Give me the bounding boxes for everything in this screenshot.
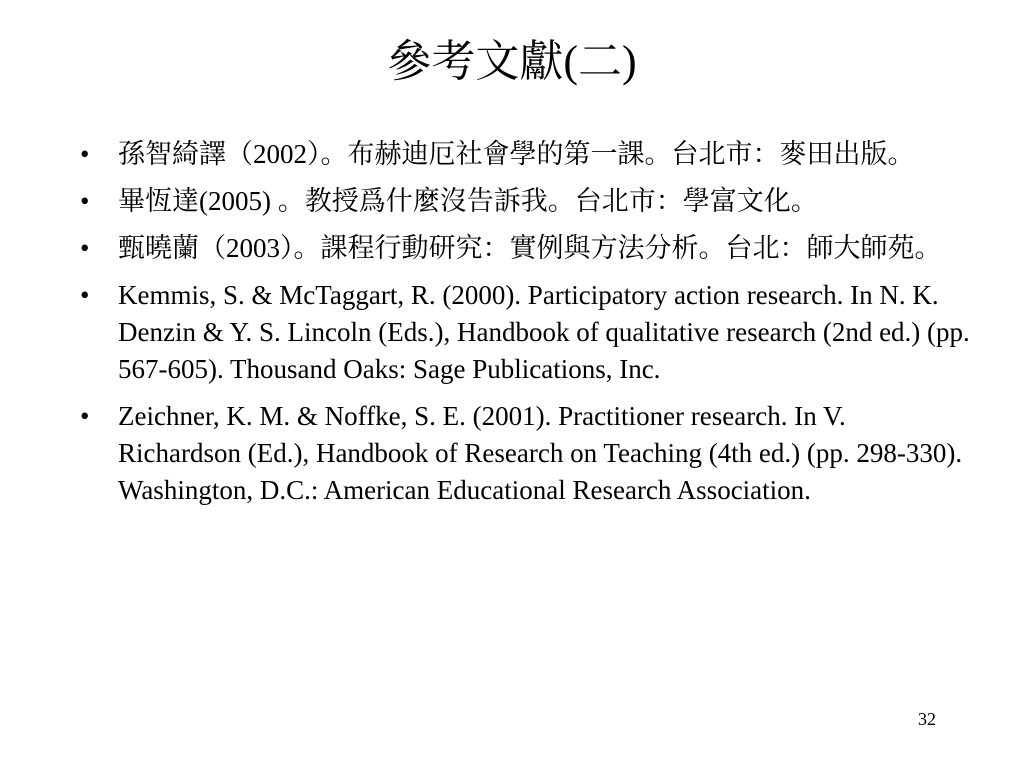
reference-list — [80, 136, 970, 519]
bullet-icon: • — [80, 233, 90, 263]
page-number: 32 — [918, 709, 936, 729]
reference-item — [80, 398, 970, 509]
reference-text: 甄曉蘭（2003）。課程行動研究：實例與方法分析。台北：師大師苑。 — [118, 233, 942, 263]
bullet-icon: • — [80, 401, 90, 431]
reference-text: 畢恆達(2005) 。教授爲什麼沒告訴我。台北市：學富文化。 — [118, 186, 818, 216]
bullet-icon: • — [80, 280, 90, 310]
reference-item — [80, 136, 970, 173]
slide-title: 參考文獻(二) — [387, 37, 637, 86]
bullet-icon: • — [80, 139, 90, 169]
reference-item — [80, 277, 970, 388]
reference-text: Zeichner, K. M. & Noffke, S. E. (2001). Practitioner research. In V. Richardson (Ed.), Handbook of Research on Teaching (4th ed.) (pp. 298-330). Washington, D.C.: American Educational Research Association. — [118, 401, 963, 505]
reference-item — [80, 230, 970, 267]
reference-item — [80, 183, 970, 220]
reference-text: Kemmis, S. & McTaggart, R. (2000). Participatory action research. In N. K. Denzin & Y. S. Lincoln (Eds.), Handbook of qualitative research (2nd ed.) (pp. 567-605). Thousand Oaks: Sage Publications, Inc. — [118, 280, 970, 384]
bullet-icon: • — [80, 186, 90, 216]
reference-text: 孫智綺譯（2002）。布赫迪厄社會學的第一課。台北市：麥田出版。 — [118, 139, 915, 169]
